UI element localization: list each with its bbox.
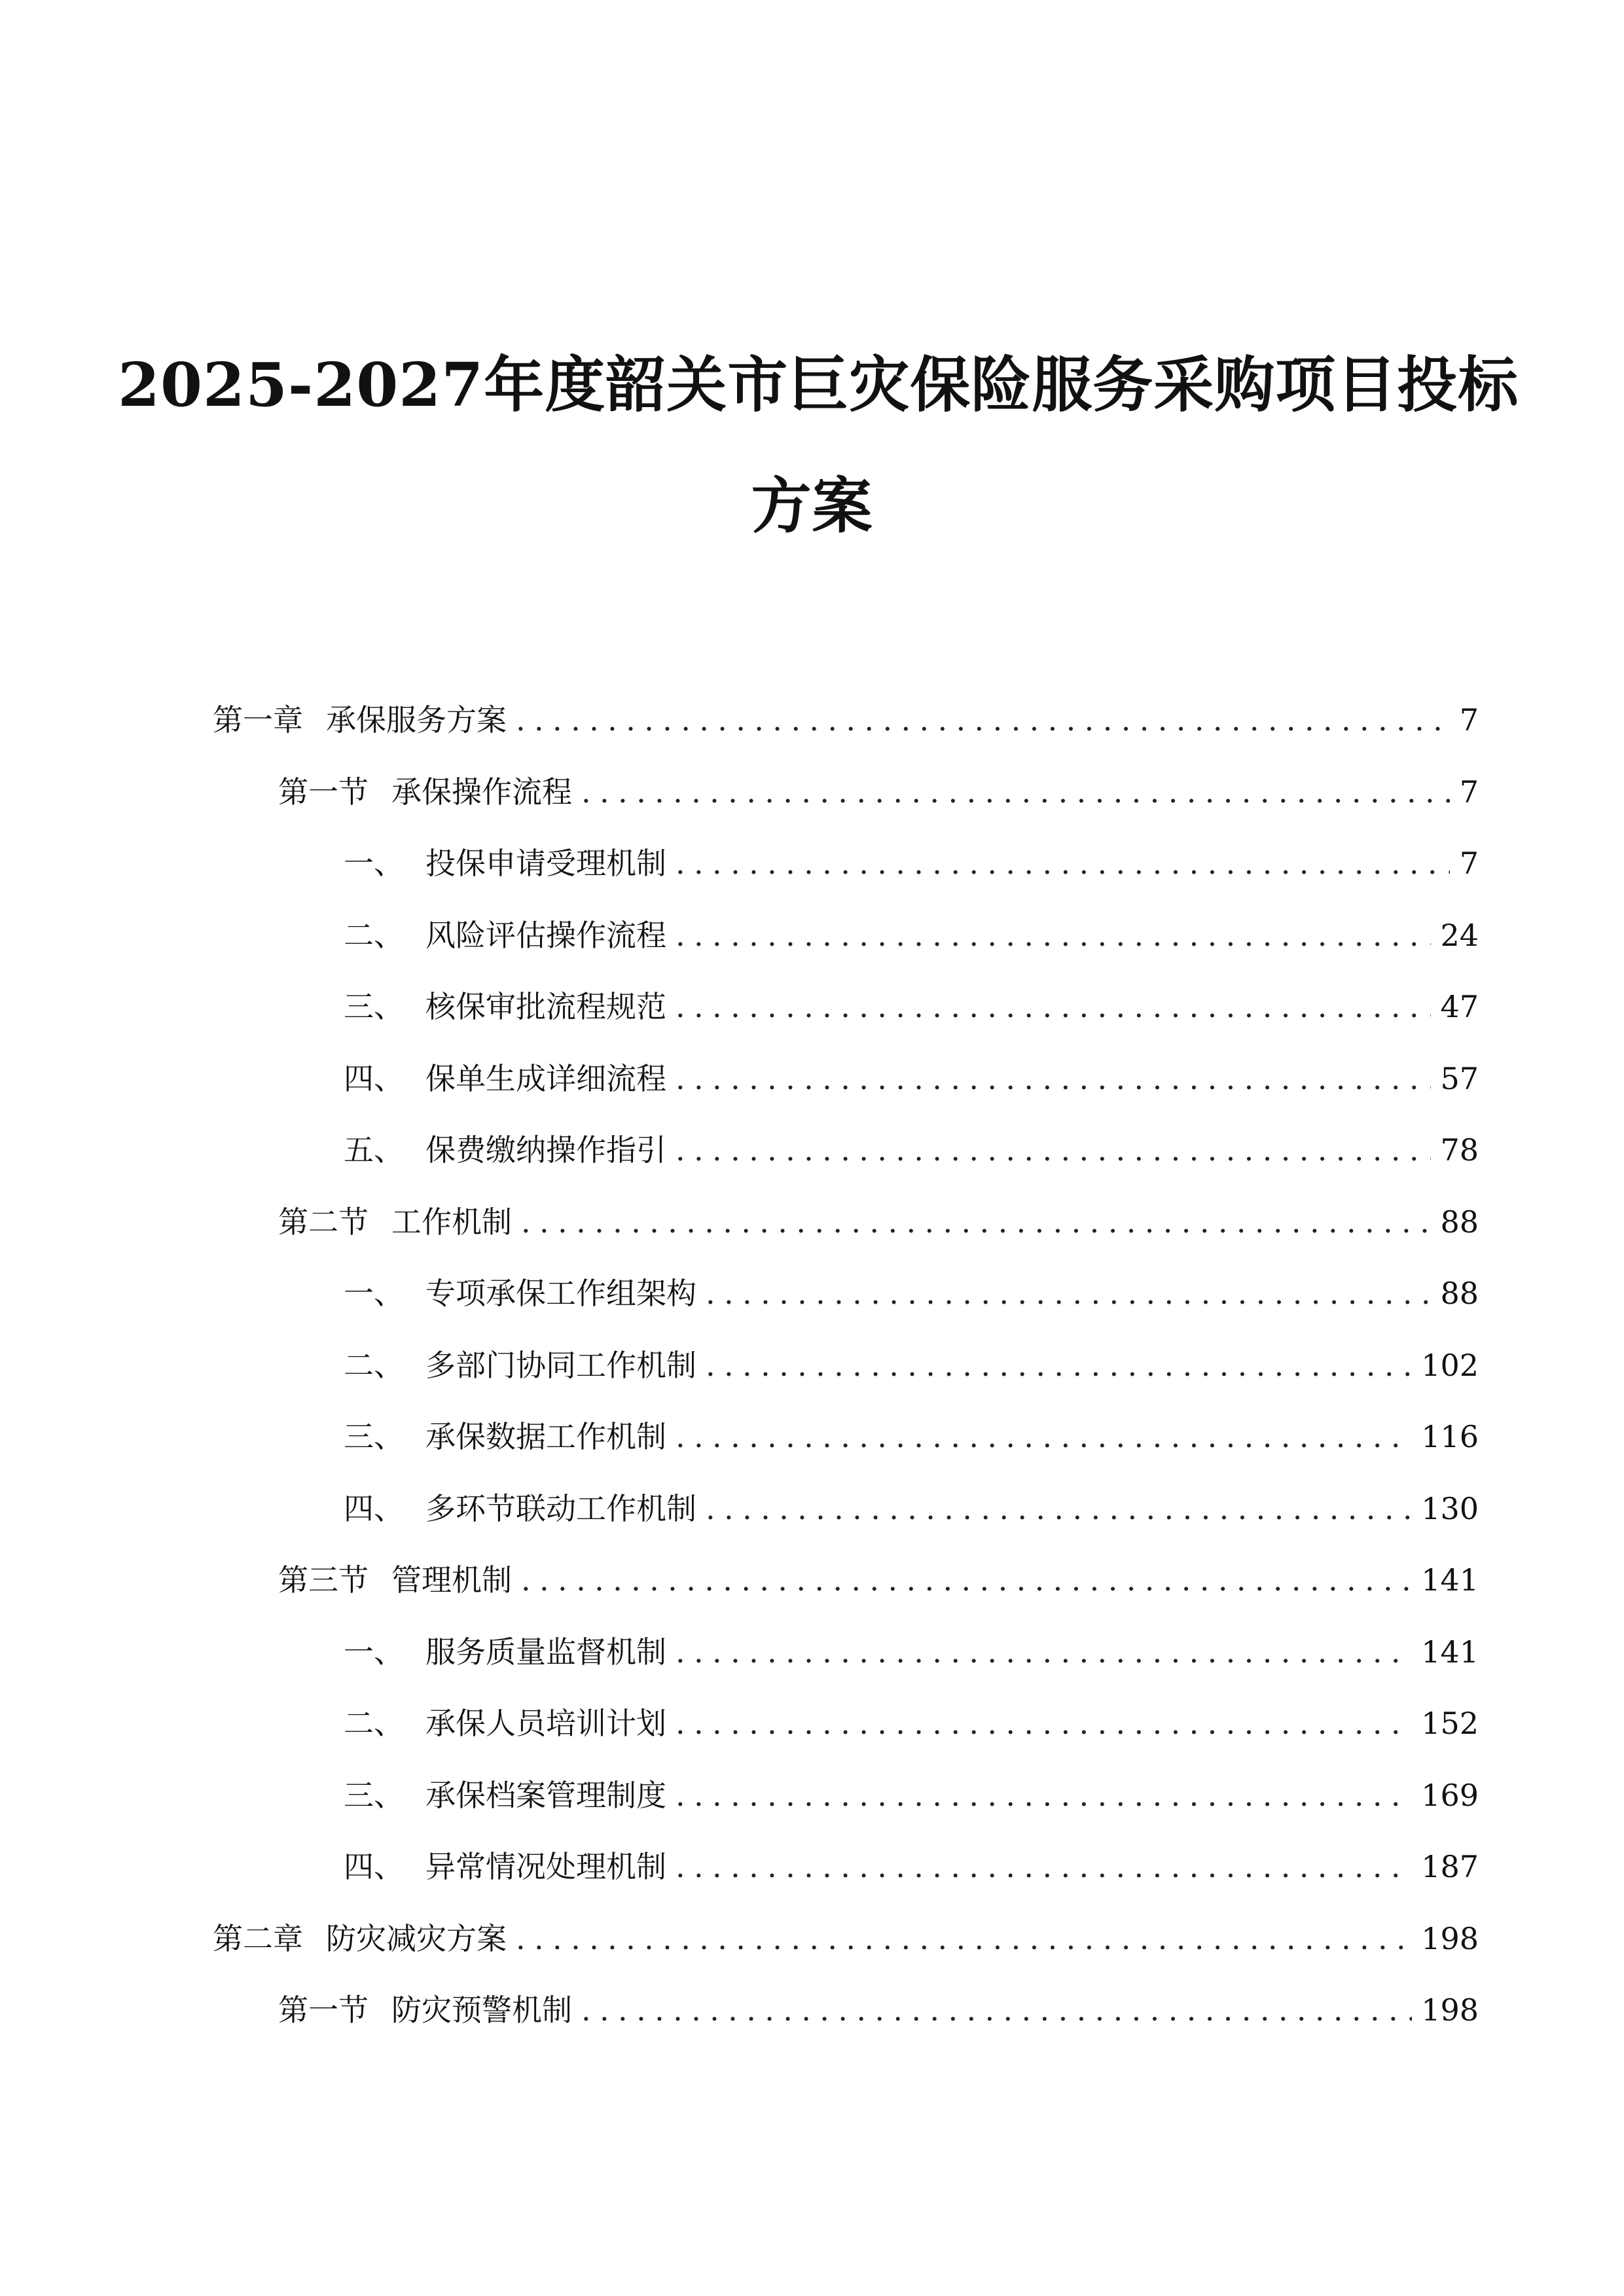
toc-entry-number: 第一节 — [278, 774, 369, 810]
toc-entry[interactable] — [278, 771, 1479, 813]
toc-entry[interactable] — [344, 1058, 1479, 1100]
toc-entry-page-number: 152 — [1421, 1706, 1479, 1741]
toc-entry[interactable] — [213, 1918, 1479, 1960]
toc-entry-page-number: 7 — [1459, 774, 1479, 810]
toc-dot-leader — [676, 1774, 1412, 1816]
toc-entry-label: 多部门协同工作机制 — [425, 1348, 696, 1383]
toc-entry[interactable] — [344, 1702, 1479, 1744]
toc-entry-label: 工作机制 — [391, 1204, 512, 1240]
toc-dot-leader — [521, 1559, 1412, 1601]
toc-entry-number: 四、 — [344, 1061, 404, 1096]
toc-entry[interactable] — [344, 1488, 1479, 1530]
toc-entry-number: 四、 — [344, 1491, 404, 1526]
toc-entry[interactable] — [344, 1272, 1479, 1314]
toc-entry-number: 二、 — [344, 1706, 404, 1741]
toc-entry-number: 一、 — [344, 846, 404, 881]
toc-dot-leader — [676, 1702, 1412, 1744]
toc-entry[interactable] — [344, 1344, 1479, 1386]
toc-entry[interactable] — [344, 1416, 1479, 1458]
toc-entry-page-number: 116 — [1421, 1419, 1479, 1454]
toc-entry-number: 第三节 — [278, 1562, 369, 1598]
toc-entry-label: 风险评估操作流程 — [425, 918, 666, 953]
toc-entry-number: 第二章 — [213, 1921, 303, 1956]
toc-entry-label: 核保审批流程规范 — [425, 989, 666, 1024]
toc-entry-number: 三、 — [344, 1778, 404, 1813]
toc-entry-page-number: 141 — [1421, 1634, 1479, 1670]
toc-entry-label: 投保申请受理机制 — [425, 846, 666, 881]
toc-entry-number: 二、 — [344, 1348, 404, 1383]
toc-entry-page-number: 78 — [1440, 1132, 1479, 1168]
toc-entry-number: 三、 — [344, 989, 404, 1024]
toc-entry-number: 一、 — [344, 1276, 404, 1311]
toc-entry-page-number: 198 — [1421, 1921, 1479, 1956]
toc-entry-number: 四、 — [344, 1849, 404, 1884]
toc-entry-page-number: 88 — [1440, 1204, 1479, 1240]
toc-entry-label: 服务质量监督机制 — [425, 1634, 666, 1670]
toc-dot-leader — [706, 1272, 1431, 1314]
toc-dot-leader — [516, 1918, 1412, 1960]
toc-dot-leader — [581, 1989, 1412, 2031]
toc-entry-label: 保费缴纳操作指引 — [425, 1132, 666, 1168]
toc-entry-label: 承保操作流程 — [391, 774, 572, 810]
toc-entry-page-number: 198 — [1421, 1992, 1479, 2028]
toc-entry[interactable] — [278, 1201, 1479, 1243]
toc-dot-leader — [676, 842, 1450, 884]
toc-dot-leader — [516, 699, 1450, 741]
toc-entry[interactable] — [344, 914, 1479, 956]
toc-entry-page-number: 130 — [1421, 1491, 1479, 1526]
toc-entry[interactable] — [344, 1846, 1479, 1888]
toc-entry-label: 保单生成详细流程 — [425, 1061, 666, 1096]
toc-entry[interactable] — [344, 842, 1479, 884]
toc-entry-page-number: 187 — [1421, 1849, 1479, 1884]
toc-entry-page-number: 169 — [1421, 1778, 1479, 1813]
toc-dot-leader — [676, 914, 1431, 956]
toc-entry-number: 第一章 — [213, 702, 303, 738]
toc-entry-label: 专项承保工作组架构 — [425, 1276, 696, 1311]
toc-entry-page-number: 57 — [1440, 1061, 1479, 1096]
toc-dot-leader — [676, 1058, 1431, 1100]
toc-entry-page-number: 102 — [1421, 1348, 1479, 1383]
toc-entry-label: 承保服务方案 — [326, 702, 507, 738]
toc-entry-number: 第二节 — [278, 1204, 369, 1240]
toc-dot-leader — [676, 986, 1431, 1028]
toc-dot-leader — [581, 771, 1450, 813]
toc-entry-number: 三、 — [344, 1419, 404, 1454]
toc-dot-leader — [676, 1416, 1412, 1458]
toc-entry-label: 管理机制 — [391, 1562, 512, 1598]
toc-entry-label: 承保人员培训计划 — [425, 1706, 666, 1741]
document-title-line-1: 2025-2027年度韶关市巨灾保险服务采购项目投标 — [118, 350, 1519, 420]
toc-dot-leader — [706, 1488, 1412, 1530]
toc-entry-label: 承保档案管理制度 — [425, 1778, 666, 1813]
toc-entry-page-number: 141 — [1421, 1562, 1479, 1598]
toc-dot-leader — [676, 1846, 1412, 1888]
toc-dot-leader — [706, 1344, 1412, 1386]
document-title-line-2: 方案 — [751, 471, 873, 541]
toc-entry-number: 二、 — [344, 918, 404, 953]
toc-entry[interactable] — [278, 1559, 1479, 1601]
toc-entry-page-number: 88 — [1440, 1276, 1479, 1311]
toc-entry-page-number: 24 — [1440, 918, 1479, 953]
toc-entry-page-number: 47 — [1440, 989, 1479, 1024]
toc-entry-label: 防灾减灾方案 — [326, 1921, 507, 1956]
toc-entry[interactable] — [213, 699, 1479, 741]
toc-dot-leader — [521, 1201, 1431, 1243]
toc-entry-label: 承保数据工作机制 — [425, 1419, 666, 1454]
toc-dot-leader — [676, 1129, 1431, 1171]
toc-entry[interactable] — [278, 1989, 1479, 2031]
toc-entry-number: 一、 — [344, 1634, 404, 1670]
toc-entry-label: 异常情况处理机制 — [425, 1849, 666, 1884]
toc-entry[interactable] — [344, 986, 1479, 1028]
toc-entry-label: 防灾预警机制 — [391, 1992, 572, 2028]
toc-dot-leader — [676, 1631, 1412, 1673]
toc-entry[interactable] — [344, 1774, 1479, 1816]
toc-entry-number: 第一节 — [278, 1992, 369, 2028]
toc-entry-page-number: 7 — [1459, 702, 1479, 738]
toc-entry-label: 多环节联动工作机制 — [425, 1491, 696, 1526]
toc-entry[interactable] — [344, 1631, 1479, 1673]
toc-entry[interactable] — [344, 1129, 1479, 1171]
toc-entry-number: 五、 — [344, 1132, 404, 1168]
toc-entry-page-number: 7 — [1459, 846, 1479, 881]
